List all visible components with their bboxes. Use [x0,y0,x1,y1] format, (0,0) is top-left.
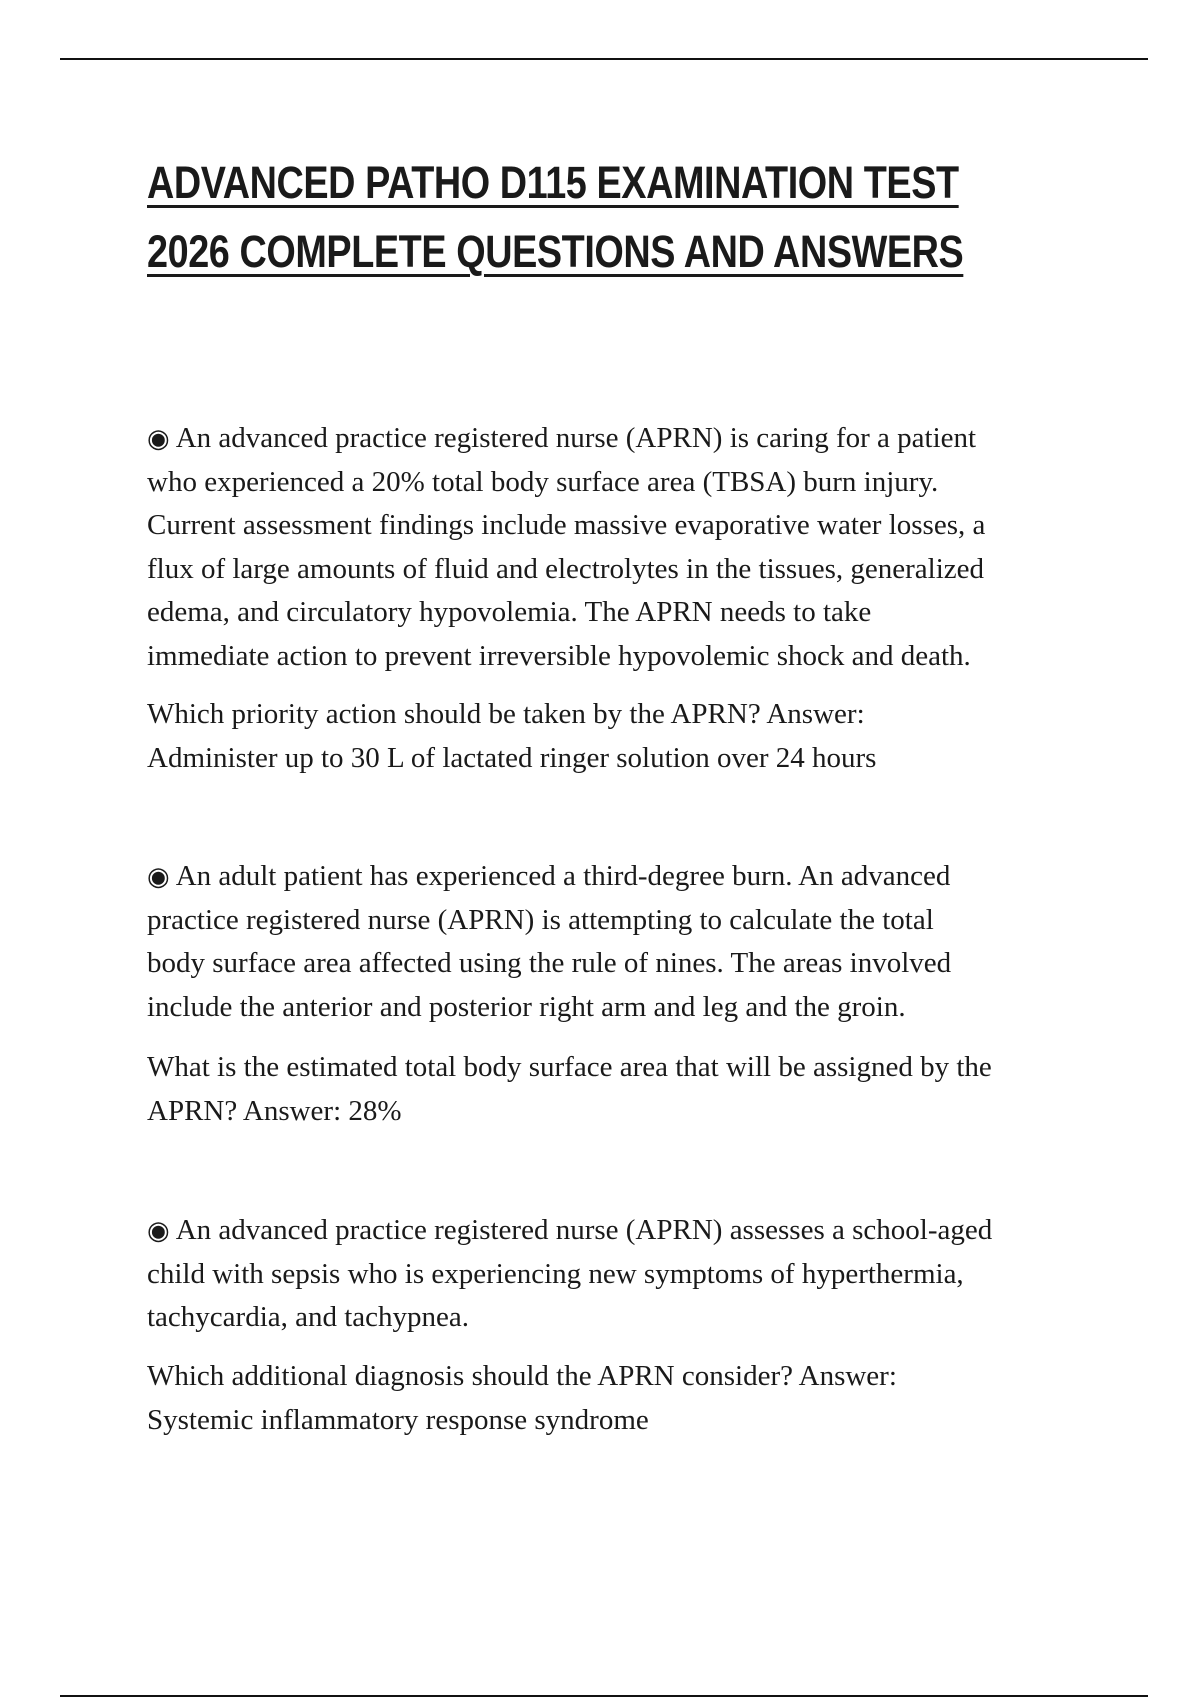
bottom-divider [60,1695,1148,1697]
title-line: ADVANCED PATHO D115 EXAMINATION TEST [147,157,959,208]
question-3: ◉ An advanced practice registered nurse (APRN) assesses a school-aged child with sepsis who is experiencing new symptoms of hyperthermia, tachycardia, and tachypnea. [147,1214,993,1333]
radio-bullet-icon: ◉ [147,1216,170,1245]
answer-3: Which additional diagnosis should the APRN consider? Answer: Systemic inflammatory response syndrome [147,1360,897,1436]
top-divider [60,58,1148,60]
answer-1: Which priority action should be taken by the APRN? Answer: Administer up to 30 L of lactated ringer solution over 24 hours [147,698,877,774]
question-1: ◉ An advanced practice registered nurse (APRN) is caring for a patient who experienced a 20% total body surface area (TBSA) burn injury. Current assessment findings include massive evaporative water losses, a flux of large amounts of fluid and electrolytes in the tissues, generalized edema, and circulatory hypovolemia. The APRN needs to take immediate action to prevent irreversible hypovolemic shock and death. [147,422,986,672]
answer-2: What is the estimated total body surface area that will be assigned by the APRN? Answer: 28% [147,1051,992,1127]
title-line: 2026 COMPLETE QUESTIONS AND ANSWERS [147,226,964,277]
question-2: ◉ An adult patient has experienced a third-degree burn. An advanced practice registered nurse (APRN) is attempting to calculate the total body surface area affected using the rule of nines. The areas involved include the anterior and posterior right arm and leg and the groin. [147,860,952,1023]
document-title [147,148,1119,286]
radio-bullet-icon: ◉ [147,862,170,891]
radio-bullet-icon: ◉ [147,424,170,453]
